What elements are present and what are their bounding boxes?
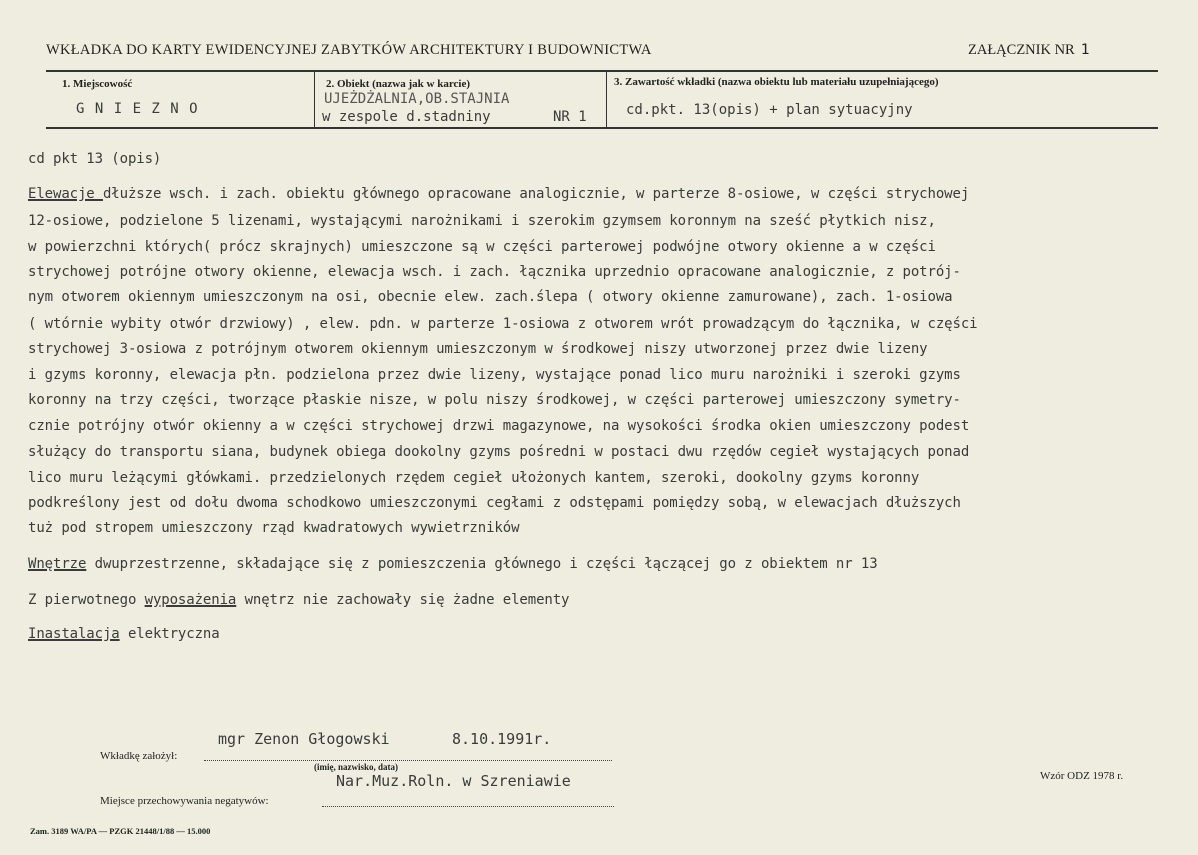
created-by-label: Wkładkę założył: <box>100 750 178 762</box>
object-number: NR 1 <box>553 109 587 125</box>
header-top-rule <box>46 70 1158 72</box>
elevations-line-5: nym otworem okiennym umieszczonym na osi, obecnie elew. zach.ślepa ( otwory okienne zamurowane), zach. 1-osiowa <box>28 289 953 305</box>
storage-label: Miejsce przechowywania negatywów: <box>100 795 269 807</box>
field-divider-2 <box>606 72 607 128</box>
elevations-line-2: 12-osiowe, podzielone 5 lizenami, wystającymi narożnikami i szerokim gzymsem koronnym na sześć płytkich nisz, <box>28 213 936 229</box>
elevations-line-6: ( wtórnie wybity otwór drzwiowy) , elew. pdn. w parterze 1-osiowa z otworem wrót prowadzącym do łącznika, w części <box>28 316 978 332</box>
print-info: Zam. 3189 WA/PA — PZGK 21448/1/88 — 15.000 <box>30 826 211 836</box>
interior-line <box>28 556 878 572</box>
card-title: WKŁADKA DO KARTY EWIDENCYJNEJ ZABYTKÓW ARCHITEKTURY I BUDOWNICTWA <box>46 42 652 58</box>
elevations-line-9: koronny na trzy części, tworzące płaskie nisze, w polu niszy środkowej, w części parterowej umieszczony symetry- <box>28 392 961 408</box>
equipment-line <box>28 592 569 608</box>
installation-text: elektryczna <box>119 626 220 642</box>
equipment-label: wyposażenia <box>144 592 237 608</box>
interior-label: Wnętrze <box>28 556 87 572</box>
elevations-line-1 <box>28 186 969 202</box>
storage-line <box>322 806 614 807</box>
elevations-line-3: w powierzchni których( prócz skrajnych) umieszczone są w części parterowej podwójne otwory okienne a w części <box>28 239 936 255</box>
object-value-line2: w zespole d.stadniny <box>322 109 491 125</box>
attachment-label-text: ZAŁĄCZNIK NR <box>968 42 1075 58</box>
interior-text: dwuprzestrzenne, składające się z pomieszczenia głównego i części łączącej go z obiektem nr 13 <box>86 556 878 572</box>
created-date: 8.10.1991r. <box>452 730 552 748</box>
elevations-text-1: dłuższe wsch. i zach. obiektu głównego opracowane analogicznie, w parterze 8-osiowe, w części strychowej <box>102 186 970 202</box>
equipment-text: wnętrz nie zachowały się żadne elementy <box>236 592 570 608</box>
attachment-number: 1 <box>1080 42 1090 58</box>
equipment-prefix: Z pierwotnego <box>28 592 145 608</box>
elevations-line-10: cznie potrójny otwór okienny a w części strychowej drzwi magazynowe, na wysokości środka okien umieszczony podest <box>28 418 970 434</box>
elevations-line-14: tuż pod stropem umieszczony rząd kwadratowych wywietrzników <box>28 520 520 536</box>
object-value-line1: UJEŻDŻALNIA,OB.STAJNIA <box>324 91 510 107</box>
created-by-hint: (imię, nazwisko, data) <box>314 762 398 772</box>
place-label: 1. Miejscowość <box>62 78 133 90</box>
created-by-value: mgr Zenon Głogowski <box>218 730 390 748</box>
contents-label: 3. Zawartość wkładki (nazwa obiektu lub materiału uzupełniającego) <box>614 76 939 88</box>
storage-value: Nar.Muz.Roln. w Szreniawie <box>336 772 571 790</box>
created-by-line <box>204 760 612 761</box>
form-model: Wzór ODZ 1978 r. <box>1040 770 1124 782</box>
header-bottom-rule <box>46 127 1158 129</box>
elevations-line-7: strychowej 3-osiowa z potrójnym otworem okiennym umieszczonym w środkowej niszy utworzonej przez dwie lizeny <box>28 341 928 357</box>
elevations-label: Elewacje <box>28 186 103 202</box>
body-heading: cd pkt 13 (opis) <box>28 151 162 167</box>
installation-label: Inastalacja <box>28 626 120 642</box>
elevations-line-13: podkreślony jest od dołu dwoma schodkowo umieszczonymi cegłami z odstępami pomiędzy sobą, w elewacjach dłuższych <box>28 495 961 511</box>
installation-line <box>28 626 220 642</box>
elevations-line-12: lico muru leżącymi główkami. przedzielonych rzędem cegieł ułożonych kantem, szeroki, dookolny gzyms koronny <box>28 470 920 486</box>
elevations-line-4: strychowej potrójne otwory okienne, elewacja wsch. i zach. łącznika uprzednio opracowane analogicznie, z potrój- <box>28 264 961 280</box>
object-label: 2. Obiekt (nazwa jak w karcie) <box>326 78 471 90</box>
contents-value: cd.pkt. 13(opis) + plan sytuacyjny <box>626 102 913 118</box>
elevations-line-11: służący do transportu siana, budynek obiega dookolny gzyms pośredni w postaci dwu rzędów cegieł wystających ponad <box>28 444 970 460</box>
field-divider-1 <box>314 72 315 128</box>
place-value: G N I E Z N O <box>76 101 199 117</box>
elevations-line-8: i gzyms koronny, elewacja płn. podzielona przez dwie lizeny, wystające ponad lico muru narożniki i szeroki gzyms <box>28 367 961 383</box>
attachment-label <box>968 42 1089 59</box>
